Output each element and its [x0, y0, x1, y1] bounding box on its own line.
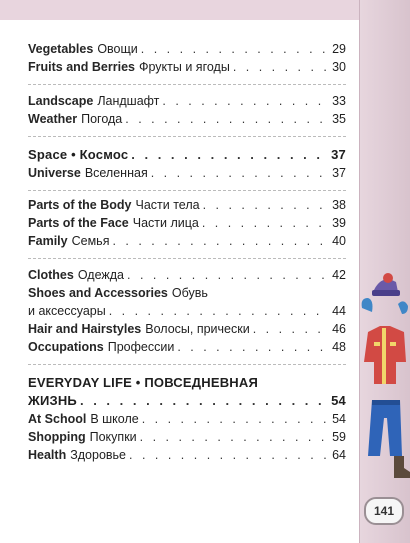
entry-page: 54: [331, 393, 346, 408]
section-divider: [28, 84, 346, 85]
entry-title-en: Shoes and Accessories: [28, 286, 168, 300]
entry-page: 46: [332, 322, 346, 336]
entry-page: 33: [332, 94, 346, 108]
leader-dots: [151, 164, 327, 182]
entry-title-en: Hair and Hairstyles: [28, 322, 142, 336]
entry-title-en: Universe: [28, 166, 81, 180]
leader-dots: [203, 196, 327, 214]
section-title-continued: ЖИЗНЬ: [28, 393, 77, 408]
entry-page: 64: [332, 448, 346, 462]
toc-section-everyday-life[interactable]: [28, 374, 346, 410]
leader-dots: [233, 58, 327, 76]
entry-page: 59: [332, 430, 346, 444]
table-of-contents: [28, 30, 346, 500]
leader-dots: [131, 146, 327, 164]
toc-entry-clothes[interactable]: [28, 266, 346, 284]
entry-title-ru-continued: и аксессуары: [28, 304, 106, 318]
entry-title-ru: Одежда: [77, 268, 125, 282]
toc-entry-shopping[interactable]: [28, 428, 346, 446]
entry-title-ru: Волосы, прически: [145, 322, 250, 336]
entry-page: 48: [332, 340, 346, 354]
leader-dots: [127, 266, 327, 284]
entry-title-ru: Части тела: [135, 198, 200, 212]
entry-title-en: Weather: [28, 112, 78, 126]
section-divider: [28, 258, 346, 259]
entry-title-en: Fruits and Berries: [28, 60, 135, 74]
toc-entry-parts-of-body[interactable]: [28, 196, 346, 214]
entry-title-en: Clothes: [28, 268, 74, 282]
entry-title-ru: Овощи: [97, 42, 138, 56]
toc-entry-fruits-berries[interactable]: [28, 58, 346, 76]
entry-title-en: Health: [28, 448, 67, 462]
page-number-badge: 141: [364, 497, 404, 525]
entry-page: 42: [332, 268, 346, 282]
toc-entry-parts-of-face[interactable]: [28, 214, 346, 232]
entry-title-en: Parts of the Body: [28, 198, 132, 212]
entry-title-ru: Семья: [71, 234, 110, 248]
section-divider: [28, 190, 346, 191]
entry-title-ru: Здоровье: [70, 448, 127, 462]
entry-page: 38: [332, 198, 346, 212]
entry-title-en: Vegetables: [28, 42, 94, 56]
leader-dots: [125, 110, 327, 128]
entry-title-ru: Ландшафт: [97, 94, 160, 108]
leader-dots: [177, 338, 327, 356]
entry-title-ru: Фрукты и ягоды: [138, 60, 230, 74]
entry-title-en: At School: [28, 412, 87, 426]
entry-title-ru: Профессии: [107, 340, 175, 354]
toc-entry-landscape[interactable]: [28, 92, 346, 110]
entry-page: 37: [332, 166, 346, 180]
toc-entry-vegetables[interactable]: [28, 40, 346, 58]
leader-dots: [129, 446, 327, 464]
leader-dots: [162, 92, 327, 110]
leader-dots: [112, 232, 327, 250]
top-band: [0, 0, 410, 20]
leader-dots: [141, 40, 327, 58]
leader-dots: [140, 428, 327, 446]
toc-entry-family[interactable]: [28, 232, 346, 250]
entry-page: 37: [331, 147, 346, 162]
entry-title-en: Landscape: [28, 94, 94, 108]
leader-dots: [202, 214, 327, 232]
section-title: Space • Космос: [28, 147, 129, 162]
toc-entry-occupations[interactable]: [28, 338, 346, 356]
leader-dots: [253, 320, 327, 338]
section-divider: [28, 364, 346, 365]
entry-page: 30: [332, 60, 346, 74]
toc-entry-health[interactable]: [28, 446, 346, 464]
leader-dots: [109, 302, 327, 320]
entry-title-en: Parts of the Face: [28, 216, 129, 230]
entry-title-ru: В школе: [90, 412, 139, 426]
toc-entry-universe[interactable]: [28, 164, 346, 182]
leader-dots: [80, 392, 327, 410]
entry-title-ru: Части лица: [132, 216, 199, 230]
entry-title-en: Shopping: [28, 430, 86, 444]
toc-entry-hair-hairstyles[interactable]: [28, 320, 346, 338]
section-title: EVERYDAY LIFE • ПОВСЕДНЕВНАЯ: [28, 375, 258, 390]
toc-section-space[interactable]: [28, 146, 346, 164]
section-divider: [28, 136, 346, 137]
toc-entry-weather[interactable]: [28, 110, 346, 128]
entry-title-ru: Погода: [81, 112, 123, 126]
entry-page: 44: [332, 304, 346, 318]
entry-page: 40: [332, 234, 346, 248]
entry-title-ru: Вселенная: [84, 166, 148, 180]
entry-page: 39: [332, 216, 346, 230]
entry-title-ru: Обувь: [171, 286, 208, 300]
entry-page: 29: [332, 42, 346, 56]
leader-dots: [142, 410, 327, 428]
entry-title-en: Occupations: [28, 340, 104, 354]
entry-page: 54: [332, 412, 346, 426]
entry-title-ru: Покупки: [89, 430, 137, 444]
entry-page: 35: [332, 112, 346, 126]
toc-entry-shoes-accessories[interactable]: [28, 284, 346, 320]
entry-title-en: Family: [28, 234, 68, 248]
clothing-illustration-icon: [360, 268, 410, 478]
toc-entry-at-school[interactable]: [28, 410, 346, 428]
